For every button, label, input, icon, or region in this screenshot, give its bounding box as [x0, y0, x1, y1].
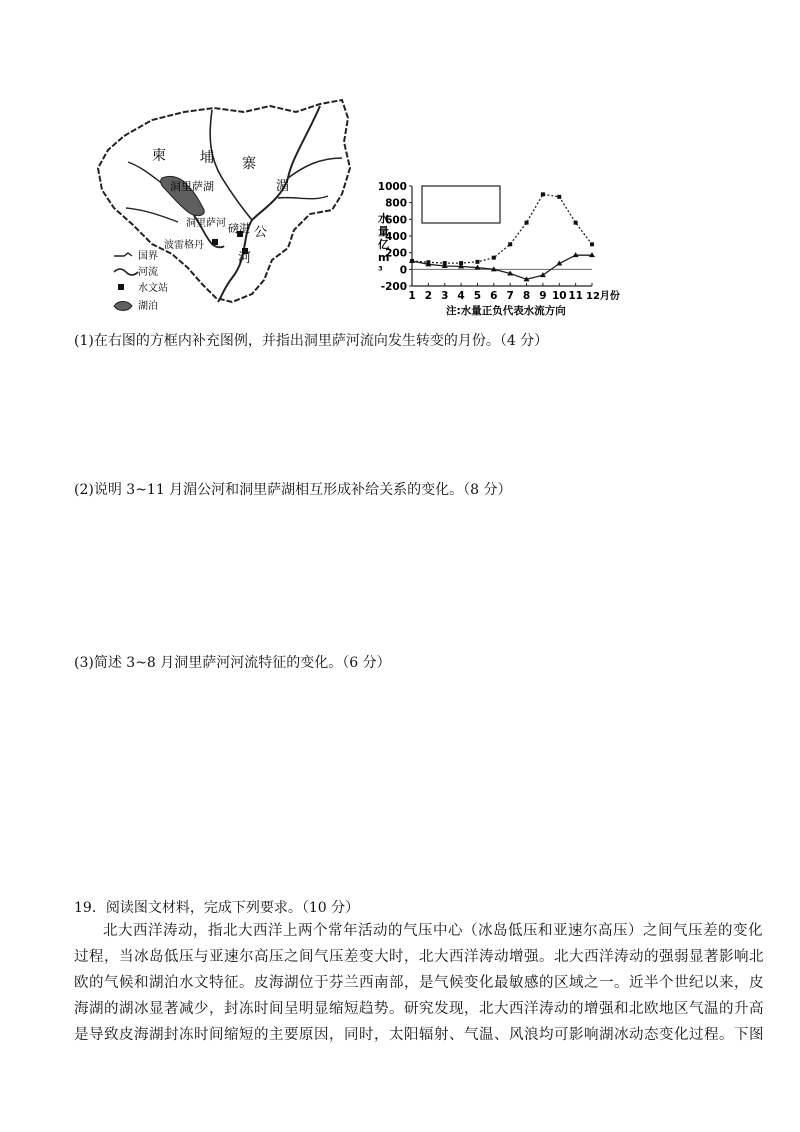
river-tributary-5 [126, 208, 178, 222]
y-tick-label: 1000 [377, 181, 407, 193]
water-volume-chart [370, 178, 630, 318]
series-1-point [574, 221, 578, 225]
map-label-station1: 磅湛 [228, 222, 250, 235]
station-marker-prek-kdam [212, 239, 218, 245]
chart-series [409, 192, 595, 281]
mekong-river [218, 106, 320, 302]
x-tick-label: 4 [457, 290, 465, 302]
y-tick-label: 0 [399, 264, 407, 277]
chart-axes [378, 181, 592, 302]
legend-border-label: 国界 [138, 251, 158, 262]
series-2-point [409, 258, 415, 263]
series-1-point [541, 192, 545, 196]
legend-lake-label: 湖泊 [138, 301, 158, 312]
question-19-title: 19．阅读图文材料，完成下列要求。（10 分） [74, 900, 360, 916]
ylabel-char: 亿 [378, 238, 389, 251]
ylabel-char: ³ [378, 264, 383, 277]
map-label-station3: 波雷格丹 [164, 240, 204, 251]
map-label-pu: 埔 [200, 150, 214, 166]
series-1-point [492, 256, 496, 260]
paragraph-line-4: 海湖的湖冰显著减少，封冻时间呈明显缩短趋势。研究发现，北大西洋涛动的增强和北欧地区气温的升高 [74, 1001, 764, 1017]
x-tick-label: 8 [522, 290, 531, 302]
paragraph-line-5: 是导致皮海湖封冻时间缩短的主要原因，同时，太阳辐射、气温、风浪均可影响湖冰动态变化过程。下图 [74, 1027, 764, 1043]
legend-border-symbol [114, 253, 132, 256]
legend-blank-box [422, 186, 500, 223]
ylabel-char: m [378, 251, 390, 264]
map-label-mei: 湄 [276, 179, 290, 194]
national-border [98, 100, 350, 302]
map-label-gong: 公 [254, 225, 268, 240]
river-tributary-2 [288, 158, 342, 178]
series-1-point [590, 242, 594, 246]
question-3: (3)简述 3~8 月洞里萨河河流特征的变化。（6 分） [74, 655, 391, 671]
y-tick-label: -200 [380, 281, 407, 293]
map-label-he: 河 [238, 251, 252, 266]
x-tick-label: 10 [551, 290, 567, 302]
legend-lake-symbol [114, 302, 132, 311]
x-tick-label: 6 [490, 290, 498, 302]
series-line-2 [412, 255, 592, 279]
series-1-point [508, 242, 512, 246]
map-label-lake: 洞里萨湖 [170, 180, 214, 193]
chart-note: 注:水量正负代表水流方向 [446, 305, 566, 317]
paragraph-line-3: 欧的气候和湖泊水文特征。皮海湖位于芬兰西南部，是气候变化最敏感的区域之一。近半个世纪以来，皮 [74, 975, 764, 991]
y-tick-label: 400 [385, 231, 407, 243]
chart-x-unit-label: 12月份 [586, 291, 620, 302]
legend-station-symbol [118, 284, 124, 290]
x-tick-label: 9 [539, 290, 547, 302]
question-1: (1)在右图的方框内补充图例，并指出洞里萨河流向发生转变的月份。（4 分） [74, 333, 549, 349]
series-1-point [525, 221, 529, 225]
series-1-point [557, 195, 561, 199]
cambodia-map [92, 98, 354, 320]
river-tributary-3 [278, 196, 328, 199]
legend-station-label: 水文站 [138, 283, 168, 294]
chart-ylabel [378, 211, 389, 277]
map-label-zhai: 寨 [242, 156, 256, 172]
x-tick-label: 7 [506, 290, 514, 302]
paragraph-line-1: 北大西洋涛动，指北大西洋上两个常年活动的气压中心（冰岛低压和亚速尔高压）之间气压差的变化 [103, 923, 763, 939]
legend-river-symbol [114, 269, 138, 275]
ylabel-char: 量 [378, 225, 389, 238]
map-label-jian: 柬 [152, 148, 166, 164]
map-legend [114, 250, 168, 312]
y-tick-label: 200 [385, 247, 407, 260]
legend-river-label: 河流 [138, 267, 158, 278]
x-tick-label: 3 [441, 290, 449, 302]
x-tick-label: 11 [568, 290, 583, 302]
question-2: (2)说明 3~11 月湄公河和洞里萨湖相互形成补给关系的变化。（8 分） [74, 482, 512, 498]
map-label-river: 洞里萨河 [186, 218, 226, 229]
series-1-point [475, 260, 479, 264]
x-tick-label: 2 [424, 290, 433, 302]
ylabel-char: 水 [378, 212, 389, 225]
x-tick-label: 1 [408, 290, 416, 302]
paragraph-line-2: 过程，当冰岛低压与亚速尔高压之间气压差变大时，北大西洋涛动增强。北大西洋涛动的强弱显著影响北 [74, 949, 764, 965]
y-tick-label: 800 [385, 197, 407, 210]
series-line-1 [412, 194, 592, 263]
y-tick-label: 600 [385, 214, 407, 227]
x-tick-label: 5 [473, 290, 482, 302]
